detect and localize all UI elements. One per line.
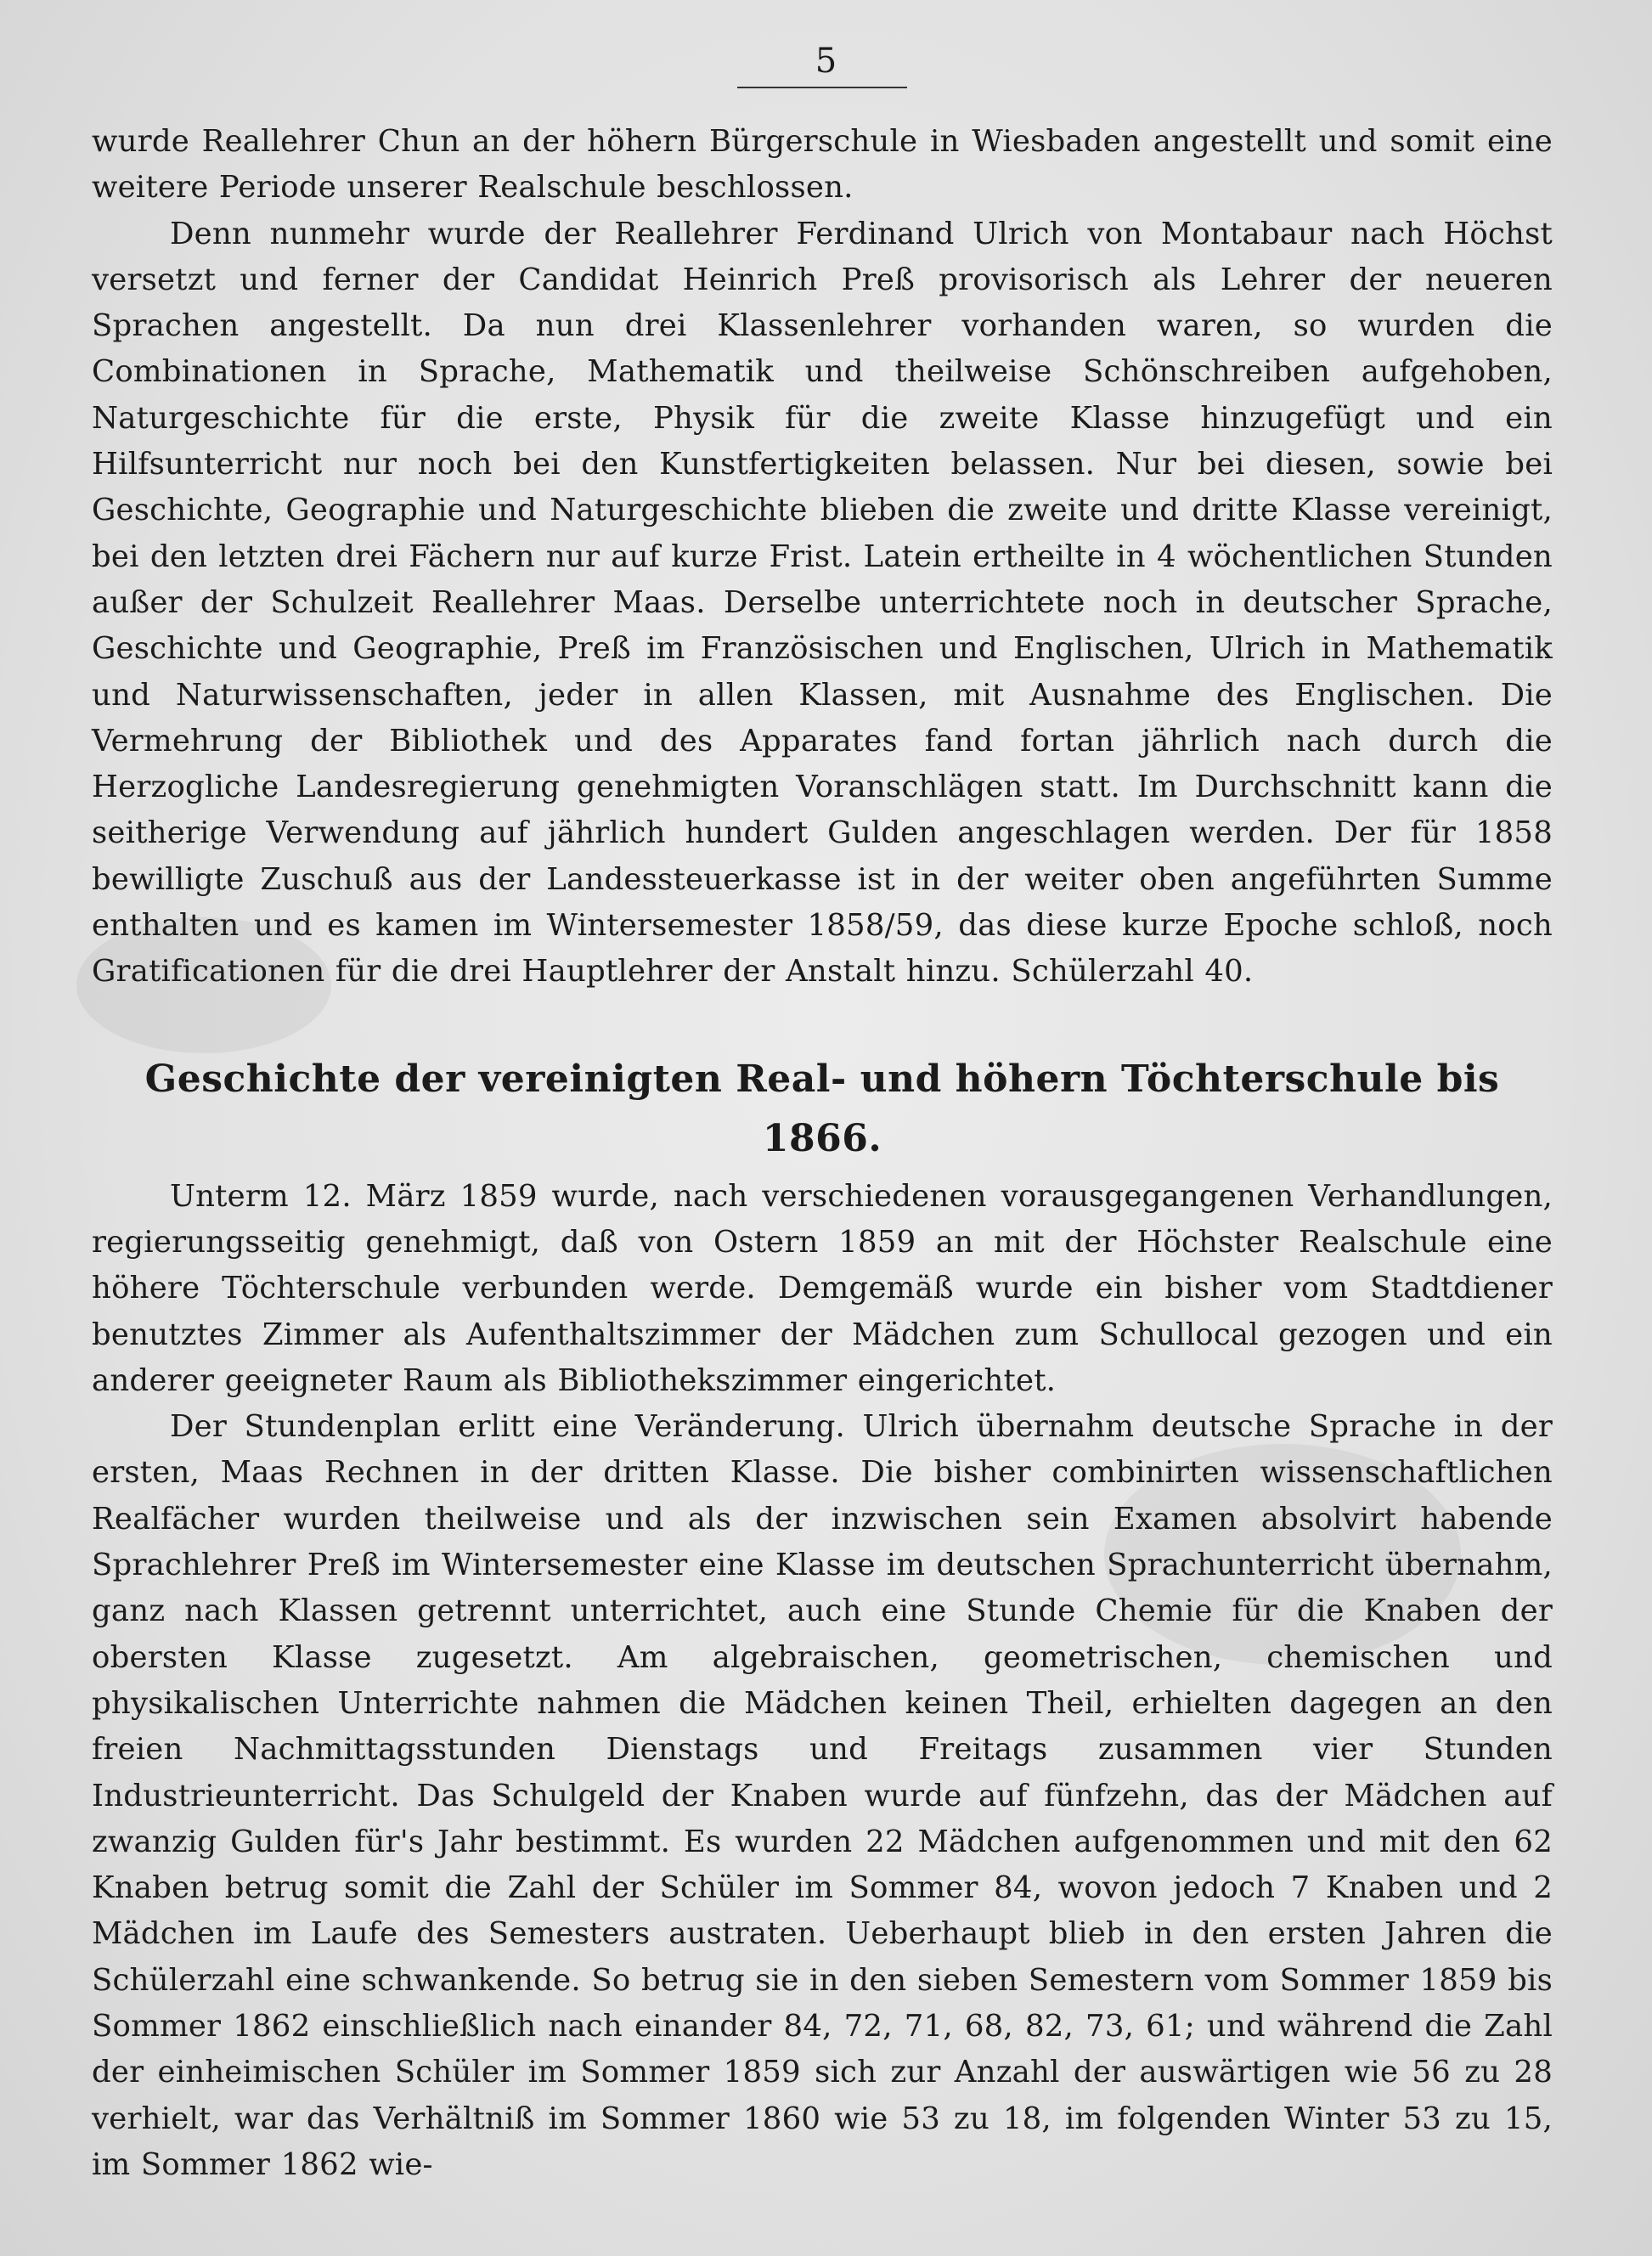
paragraph: Unterm 12. März 1859 wurde, nach verschiedenen vorausgegangenen Verhandlungen, regierungsseitig genehmigt, daß von Ostern 1859 an mit der Höchster Realschule eine höhere Töchterschule verbunden werde. Demgemäß wurde ein bisher vom Stadtdiener benutztes Zimmer als Aufenthaltszimmer der Mädchen zum Schullocal gezogen und ein anderer geeigneter Raum als Bibliothekszimmer eingerichtet. bbox=[92, 1178, 1553, 1398]
section-heading: Geschichte der vereinigten Real- und höhern Töchterschule bis 1866. bbox=[144, 1057, 1500, 1160]
paragraph: Der Stundenplan erlitt eine Veränderung. Ulrich übernahm deutsche Sprache in der ersten, Maas Rechnen in der dritten Klasse. Die bisher combinirten wissenschaftlichen Realfächer wurden theilweise und als der inzwischen sein Examen absolvirt habende Sprachlehrer Preß im Wintersemester eine Klasse im deutschen Sprachunterricht übernahm, ganz nach Klassen getrennt unterrichtet, auch eine Stunde Chemie für die Knaben der obersten Klasse zugesetzt. Am algebraischen, geometrischen, chemischen und physikalischen Unterrichte nahmen die Mädchen keinen Theil, erhielten dagegen an den freien Nachmittagsstunden Dienstags und Freitags zusammen vier Stunden Industrieunterricht. Das Schulgeld der Knaben wurde auf fünfzehn, das der Mädchen auf zwanzig Gulden für's Jahr bestimmt. Es wurden 22 Mädchen aufgenommen und mit den 62 Knaben betrug somit die Zahl der Schüler im Sommer 84, wovon jedoch 7 Knaben und 2 Mädchen im Laufe des Semesters austraten. Ueberhaupt blieb in den ersten Jahren die Schülerzahl eine schwankende. So betrug sie in den sieben Semestern vom Sommer 1859 bis Sommer 1862 einschließlich nach einander 84, 72, 71, 68, 82, 73, 61; und während die Zahl der einheimischen Schüler im Sommer 1859 sich zur Anzahl der auswärtigen wie 56 zu 28 verhielt, war das Verhältniß im Sommer 1860 wie 53 zu 18, im folgenden Winter 53 zu 15, im Sommer 1862 wie- bbox=[92, 1409, 1553, 2182]
page-number-rule bbox=[737, 87, 907, 88]
paragraph-continuation: wurde Reallehrer Chun an der höhern Bürgerschule in Wiesbaden angestellt und somit eine weitere Periode unserer Realschule beschlossen. bbox=[92, 124, 1553, 206]
page-number: 5 bbox=[815, 42, 837, 81]
paragraph: Denn nunmehr wurde der Reallehrer Ferdinand Ulrich von Montabaur nach Höchst versetzt und ferner der Candidat Heinrich Preß provisorisch als Lehrer der neueren Sprachen angestellt. Da nun drei Klassenlehrer vorhanden waren, so wurden die Combinationen in Sprache, Mathematik und theilweise Schönschreiben aufgehoben, Naturgeschichte für die erste, Physik für die zweite Klasse hinzugefügt und ein Hilfsunterricht nur noch bei den Kunstfertigkeiten belassen. Nur bei diesen, sowie bei Geschichte, Geographie und Naturgeschichte blieben die zweite und dritte Klasse vereinigt, bei den letzten drei Fächern nur auf kurze Frist. Latein ertheilte in 4 wöchentlichen Stunden außer der Schulzeit Reallehrer Maas. Derselbe unterrichtete noch in deutscher Sprache, Geschichte und Geographie, Preß im Französischen und Englischen, Ulrich in Mathematik und Naturwissenschaften, jeder in allen Klassen, mit Ausnahme des Englischen. Die Vermehrung der Bibliothek und des Apparates fand fortan jährlich nach durch die Herzogliche Landesregierung genehmigten Voranschlägen statt. Im Durchschnitt kann die seitherige Verwendung auf jährlich hundert Gulden angeschlagen werden. Der für 1858 bewilligte Zuschuß aus der Landessteuerkasse ist in der weiter oben angeführten Summe enthalten und es kamen im Wintersemester 1858/59, das diese kurze Epoche schloß, noch Gratificationen für die drei Hauptlehrer der Anstalt hinzu. Schülerzahl 40. bbox=[92, 216, 1553, 990]
text-column bbox=[92, 119, 1553, 2188]
